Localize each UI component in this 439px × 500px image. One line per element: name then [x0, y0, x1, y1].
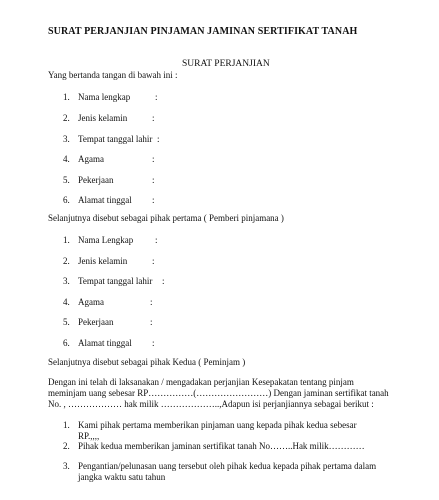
list-number: 6.: [63, 195, 70, 205]
field-label: Tempat tanggal lahir: [78, 134, 153, 144]
list-number: 3.: [63, 461, 70, 471]
list-number: 2.: [63, 113, 70, 123]
field-colon: :: [152, 256, 155, 266]
list-number: 3.: [63, 276, 70, 286]
agreement-paragraph: Dengan ini telah di laksanakan / mengadakan perjanjian Kesepakatan tentang pinjam meminjam uang sebesar RP……………(……………………) Dengan jaminan sertifikat tanah No. , ……………… hak milik ………………..,Adapun isi perjanjiannya sebagai berikut :: [48, 377, 389, 409]
field-colon: :: [162, 276, 165, 286]
list-number: 4.: [63, 154, 70, 164]
field-colon: :: [152, 175, 155, 185]
list-number: 2.: [63, 256, 70, 266]
field-label: Alamat tinggal: [78, 338, 132, 348]
field-colon: :: [152, 154, 155, 164]
document-subtitle: SURAT PERJANJIAN: [182, 59, 270, 69]
term-text: Pengantian/pelunasan uang tersebut oleh pihak kedua kepada pihak pertama dalam jangka waktu satu tahun: [78, 461, 377, 482]
field-label: Alamat tinggal: [78, 195, 132, 205]
field-colon: :: [152, 195, 155, 205]
term-text: Kami pihak pertama memberikan pinjaman uang kepada pihak kedua sebesar RP.,,,,: [78, 420, 357, 441]
field-colon: :: [150, 317, 153, 327]
field-colon: :: [150, 297, 153, 307]
list-number: 1.: [63, 92, 70, 102]
list-number: 1.: [63, 420, 70, 430]
field-label: Agama: [78, 154, 104, 164]
list-number: 1.: [63, 235, 70, 245]
intro-text: Yang bertanda tangan di bawah ini :: [48, 70, 178, 80]
list-number: 4.: [63, 297, 70, 307]
party2-caption: Selanjutnya disebut sebagai pihak Kedua ( Peminjam ): [48, 357, 246, 367]
list-number: 5.: [63, 317, 70, 327]
party1-caption: Selanjutnya disebut sebagai pihak pertama ( Pemberi pinjamana ): [48, 213, 284, 223]
field-label: Pekerjaan: [78, 317, 114, 327]
field-label: Tempat tanggal lahir: [78, 276, 153, 286]
list-number: 2.: [63, 441, 70, 451]
field-colon: :: [157, 134, 160, 144]
field-colon: :: [152, 338, 155, 348]
field-label: Pekerjaan: [78, 175, 114, 185]
list-number: 5.: [63, 175, 70, 185]
list-number: 6.: [63, 338, 70, 348]
field-label: Jenis kelamin: [78, 113, 128, 123]
field-label: Agama: [78, 297, 104, 307]
field-colon: :: [152, 113, 155, 123]
field-label: Nama lengkap: [78, 92, 131, 102]
field-label: Jenis kelamin: [78, 256, 128, 266]
list-number: 3.: [63, 134, 70, 144]
term-text: Pihak kedua memberikan jaminan sertifikat tanah No……..Hak milik…………: [78, 441, 365, 451]
field-colon: :: [155, 235, 158, 245]
field-colon: :: [155, 92, 158, 102]
document-title: SURAT PERJANJIAN PINJAMAN JAMINAN SERTIFIKAT TANAH: [48, 26, 358, 37]
field-label: Nama Lengkap: [78, 235, 134, 245]
